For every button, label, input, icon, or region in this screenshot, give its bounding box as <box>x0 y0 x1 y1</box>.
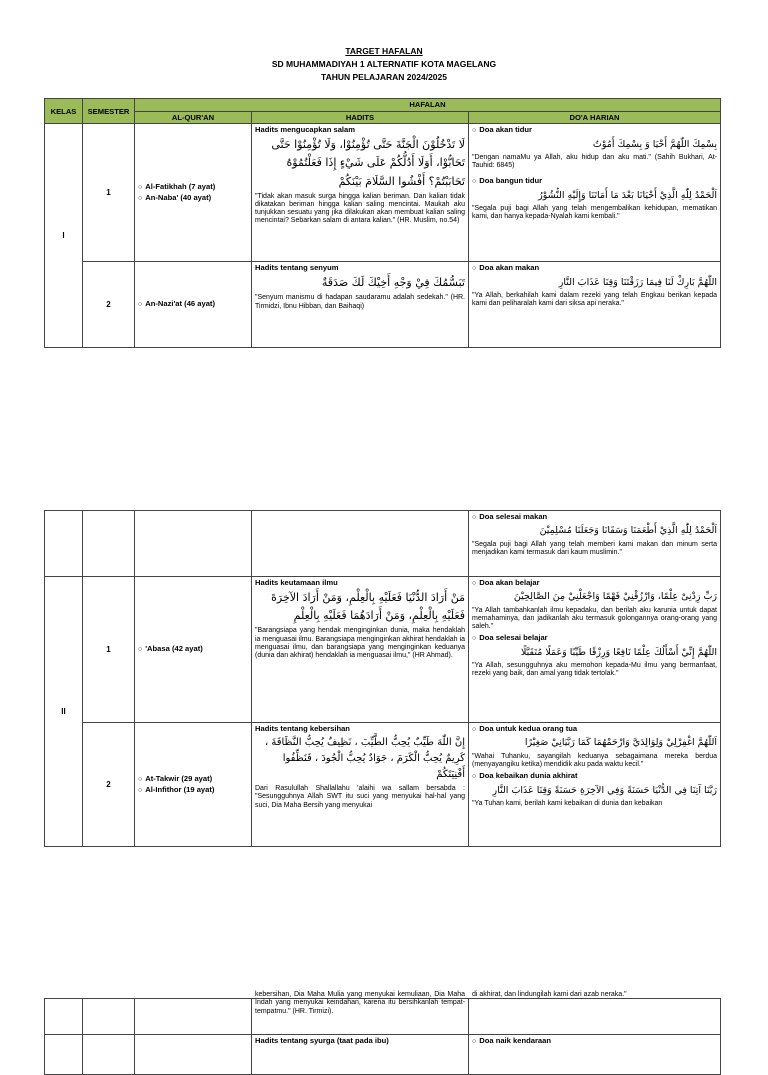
doa-title: Doa untuk kedua orang tua <box>479 724 578 733</box>
surah-item: Al-Infithor (19 ayat) <box>145 785 215 794</box>
doa-title: Doa bangun tidur <box>479 176 543 186</box>
hadits-title: Hadits tentang syurga (taat pada ibu) <box>255 1036 389 1045</box>
doa-translation: "Ya Tuhan kami, berilah kami kebaikan di dunia dan kebaikan <box>472 799 663 807</box>
doa-cell <box>469 1035 721 1075</box>
doa-translation: di akhirat, dan lindungilah kami dari azab neraka." <box>472 991 627 998</box>
quran-cell <box>135 262 252 348</box>
doa-translation: "Dengan namaMu ya Allah, aku hidup dan aku mati." (Sahih Bukhari, At-Tauhid: 6845) <box>472 153 718 169</box>
doa-translation: "Segala puji bagi Allah yang telah memberi kami makan dan minum serta menjadikan kami termasuk dari kaum muslimin." <box>472 540 717 556</box>
hadits-translation: "Senyum manismu di hadapan saudaramu adalah sedekah." (HR. Tirmidzi, Ibnu Hibban, dan Baihaqi) <box>255 294 465 310</box>
hadits-cell <box>252 577 469 723</box>
bullet-icon: ○ <box>472 580 477 587</box>
semester-cell: 1 <box>83 124 135 262</box>
kelas-cell: I <box>45 124 83 348</box>
doa-arabic: بِسْمِكَ اللّٰهُمَّ أَحْيَا وَ بِسْمِكَ أَمُوْتُ <box>592 138 718 150</box>
hadits-title: Hadits tentang kebersihan <box>255 724 350 733</box>
doa-translation: "Segala puji bagi Allah yang telah mengembalikan kehidupan, mematikan kami, dan hanya kepada-Nyalah kami kembali." <box>472 204 718 221</box>
hadits-title: Hadits mengucapkan salam <box>255 125 356 135</box>
doa-title: Doa selesai makan <box>479 512 548 521</box>
bullet-icon: ○ <box>472 1038 477 1045</box>
bullet-icon: ○ <box>138 183 143 191</box>
hadits-translation: "Tidak akan masuk surga hingga kalian beriman. Dan kalian tidak dikatakan beriman hingga kalian saling mencintai. Maukah aku tunjukkan sesuatu yang jika dilakukan akan membuat kalian saling mencintai? Sebarkan salam di antara kalian." (HR. Muslim, no.54) <box>255 192 465 225</box>
hadits-cell <box>252 723 469 847</box>
hafalan-table-page2 <box>44 510 721 847</box>
surah-item: At-Takwir (29 ayat) <box>145 773 213 783</box>
academic-year: TAHUN PELAJARAN 2024/2025 <box>321 72 447 82</box>
hadits-title: Hadits tentang senyum <box>255 263 339 273</box>
bullet-icon: ○ <box>138 301 143 309</box>
hadits-arabic: إِنَّ اللّٰهَ طَيِّبٌ يُحِبُّ الطَّيِّبَ ، نَظِيفٌ يُحِبُّ النَّظَافَةَ ، كَرِيمٌ يُحِبُّ الْكَرَمَ ، جَوَادٌ يُحِبُّ الْجُودَ ، فَنَظِّفُوا أَفْنِيَتَكُمْ <box>264 737 465 781</box>
surah-item: Al-Fatikhah (7 ayat) <box>145 181 216 191</box>
doa-title: Doa akan tidur <box>479 125 532 135</box>
doa-title: Doa kebaikan dunia akhirat <box>479 771 578 781</box>
table-row <box>45 577 721 723</box>
doa-cell <box>469 723 721 847</box>
col-quran: AL-QUR'AN <box>135 112 252 124</box>
hadits-arabic: تَبَسُّمُكَ فِيْ وَجْهِ أَخِيْكَ لَكَ صَدَقَةٌ <box>321 276 465 290</box>
doa-arabic: اَلْحَمْدُ لِلّٰهِ الَّذِيْ أَحْيَانَا بَعْدَ مَا أَمَاتَنَا وَإِلَيْهِ النُّشُوْرُ <box>538 189 718 201</box>
doa-title: Doa akan belajar <box>479 578 540 587</box>
hadits-cell <box>252 124 469 262</box>
hadits-cell <box>252 991 469 1035</box>
hadits-translation: kebersihan, Dia Maha Mulia yang menyukai kemuliaan, Dia Maha Indah yang menyukai keindahan, karena itu bersihkanlah tempat-tempatmu." (HR. Tirmizi). <box>255 991 465 1015</box>
bullet-icon: ○ <box>138 646 143 654</box>
bullet-icon: ○ <box>472 265 477 273</box>
table-row <box>45 511 721 577</box>
col-hafalan: HAFALAN <box>135 99 721 112</box>
doa-translation: "Ya Allah tambahkanlah ilmu kepadaku, dan berilah aku karunia untuk dapat memahaminya, dan jadikanlah aku termasuk golongannya orang-orang yang saleh." <box>472 606 717 631</box>
doa-arabic: رَبِّ زِدْنِىْ عِلْمًا، وَارْزُقْنِيْ فَهْمًا وَاجْعَلْنِيْ مِنَ الصَّالِحِيْنَ <box>513 591 717 603</box>
school-name: SD MUHAMMADIYAH 1 ALTERNATIF KOTA MAGELANG <box>271 59 497 69</box>
bullet-icon: ○ <box>138 195 143 203</box>
doa-title: Doa akan makan <box>479 263 540 273</box>
surah-item: 'Abasa (42 ayat) <box>145 644 203 654</box>
doa-cell <box>469 577 721 723</box>
kelas-cell: II <box>45 577 83 847</box>
doa-arabic: اللّٰهُمَّ إِنِّيْ أَسْأَلُكَ عِلْمًا نَافِعًا وَرِزْقًا طَيِّبًا وَعَمَلًا مُتَقَبَّلًا <box>521 646 717 658</box>
doa-cell <box>469 511 721 577</box>
hadits-translation: Dari Rasulullah Shallallahu 'alaihi wa sallam bersabda : "Sesungguhnya Allah SWT itu suci yang menyukai hal-hal yang suci, Dia Maha Bersih yang menyukai <box>255 785 465 809</box>
hafalan-table-page1 <box>44 98 721 348</box>
doa-translation: "Wahai Tuhanku, sayangilah keduanya sebagaimana mereka berdua (menyayangiku ketika) mendidik aku pada waktu kecil." <box>472 752 717 768</box>
doa-title: Doa naik kendaraan <box>479 1036 551 1045</box>
doc-title: TARGET HAFALAN <box>345 46 423 56</box>
bullet-icon: ○ <box>472 514 477 521</box>
quran-cell <box>135 723 252 847</box>
bullet-icon: ○ <box>472 773 477 781</box>
table-row <box>45 124 721 262</box>
bullet-icon: ○ <box>472 127 477 135</box>
col-hadits: HADITS <box>252 112 469 124</box>
bullet-icon: ○ <box>472 178 477 186</box>
doa-arabic: اَللّٰهُمَّ اغْفِرْلِيْ وَلِوَالِدَيَّ وَارْحَمْهُمَا كَمَا رَبَّيَانِيْ صَغِيْرًا <box>524 737 717 749</box>
bullet-icon: ○ <box>472 635 477 643</box>
hadits-arabic: لَا تَدْخُلُوْنَ الْجَنَّةَ حَتَّى تُؤْمِنُوْا، وَلَا تُؤْمِنُوْا حَتَّى تَحَابُّوْا، أَوَلَا أَدُلُّكُمْ عَلَى شَيْءٍ إِذَا فَعَلْتُمُوْهُ تَحَابَبْتُمْ؟ أَفْشُوا السَّلَامَ بَيْنَكُمْ <box>271 138 465 188</box>
hafalan-table-page3 <box>44 991 721 1075</box>
quran-cell <box>135 577 252 723</box>
doa-cell <box>469 262 721 348</box>
doa-translation: "Ya Allah, sesungguhnya aku memohon kepada-Mu ilmu yang bermanfaat, rezeki yang baik, dan amal yang tidak tertolak." <box>472 662 717 678</box>
doa-translation: "Ya Allah, berkahilah kami dalam rezeki yang telah Engkau berikan kepada kami dan peliharalah kami dari siksa api neraka." <box>472 291 718 307</box>
hadits-arabic: مَنْ أَرَادَ الدُّنْيَا فَعَلَيْهِ بِالْعِلْمِ، وَمَنْ أَرَادَ الآخِرَةَ فَعَلَيْهِ بِالْعِلْمِ، وَمَنْ أَرَادَهُمَا فَعَلَيْهِ بِالْعِلْمِ <box>271 591 465 623</box>
surah-item: An-Naba' (40 ayat) <box>145 193 212 203</box>
doa-cell <box>469 991 721 1035</box>
col-semester: SEMESTER <box>83 99 135 124</box>
table-row <box>45 1035 721 1075</box>
hadits-translation: "Barangsiapa yang hendak menginginkan dunia, maka hendaklah ia menguasai ilmu. Barangsiapa menginginkan akhirat hendaklah ia menguasai ilmu, dan barangsiapa yang menginginkan keduanya (dunia dan akhirat) hendaklah ia menguasai ilmu," (HR Ahmad). <box>255 627 465 660</box>
col-kelas: KELAS <box>45 99 83 124</box>
bullet-icon: ○ <box>138 787 143 794</box>
semester-cell: 2 <box>83 723 135 847</box>
bullet-icon: ○ <box>138 775 143 783</box>
bullet-icon: ○ <box>472 726 477 733</box>
doa-arabic: رَبَّنَا آتِنَا فِي الدُّنْيَا حَسَنَةً وَفِي الآخِرَةِ حَسَنَةً وَقِنَا عَذَابَ النَّارِ <box>492 784 717 796</box>
col-doa: DO'A HARIAN <box>469 112 721 124</box>
semester-cell: 2 <box>83 262 135 348</box>
table-row <box>45 262 721 348</box>
hadits-cell <box>252 262 469 348</box>
doa-arabic: اَلْحَمْدُ لِلّٰهِ الَّذِيْ أَطْعَمَنَا وَسَقَانَا وَجَعَلَنَا مُسْلِمِيْنَ <box>539 525 717 537</box>
doa-cell <box>469 124 721 262</box>
surah-item: An-Nazi'at (46 ayat) <box>145 299 215 309</box>
quran-cell <box>135 124 252 262</box>
hadits-title: Hadits keutamaan ilmu <box>255 578 338 587</box>
hadits-cell <box>252 1035 469 1075</box>
doa-arabic: اللّٰهُمَّ بَارِكْ لَنَا فِيمَا رَزَقْتَنَا وَقِنَا عَذَابَ النَّارِ <box>558 276 718 288</box>
table-row <box>45 723 721 847</box>
semester-cell: 1 <box>83 577 135 723</box>
doa-title: Doa selesai belajar <box>479 633 548 643</box>
table-row <box>45 999 721 1035</box>
